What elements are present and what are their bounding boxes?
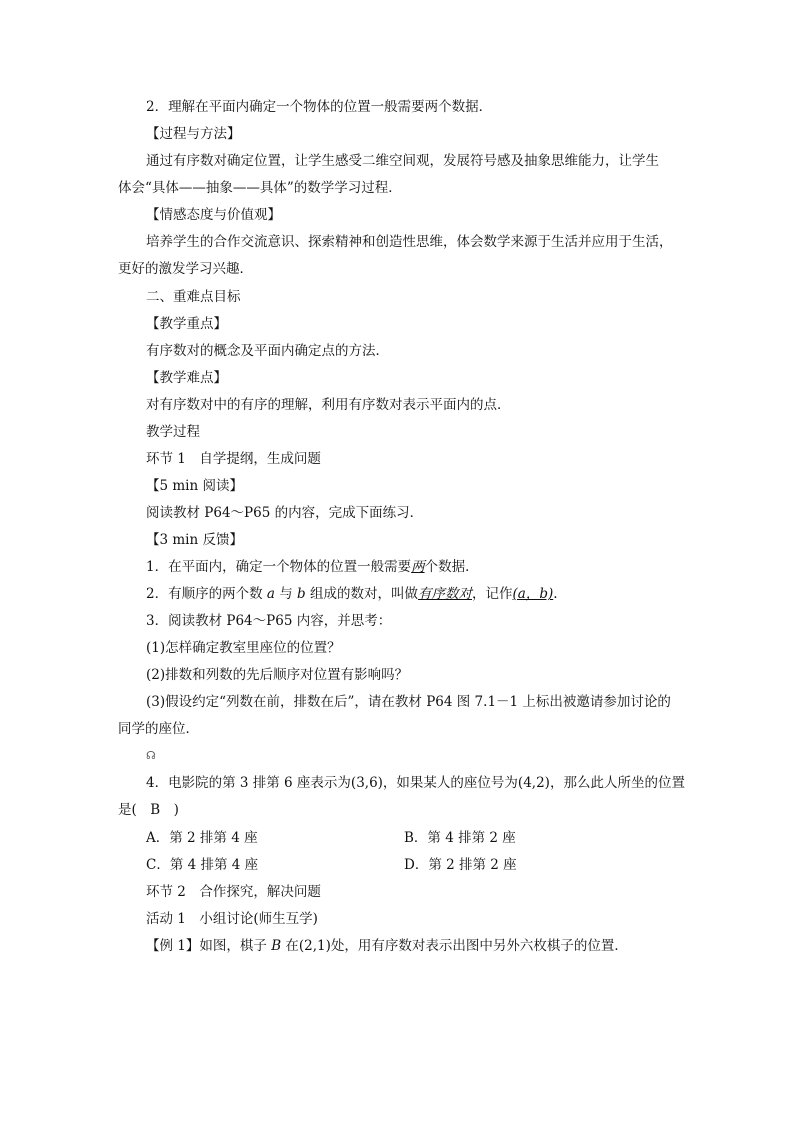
question-4-line-1: 4．电影院的第 3 排第 6 座表示为(3,6)，如果某人的座位号为(4,2)，那么此人所坐的位置 [146, 775, 685, 791]
heading-process-method: 【过程与方法】 [146, 126, 241, 142]
heading-teaching-difficulty: 【教学难点】 [146, 370, 227, 386]
option-a: A．第 2 排第 4 座 [146, 830, 258, 846]
question-3-part-3b: 同学的座位． [118, 721, 199, 737]
option-c: C．第 4 排第 4 座 [146, 857, 259, 873]
option-b: B．第 4 排第 2 座 [404, 830, 516, 846]
question-1 [146, 557, 479, 577]
question-1-before: 1．在平面内，确定一个物体的位置一般需要 [146, 559, 412, 575]
emotion-text-1: 培养学生的合作交流意识、探索精神和创造性思维，体会数学来源于生活并应用于生活， [146, 234, 673, 250]
variable-a: a [266, 586, 275, 602]
teaching-process-title: 教学过程 [146, 424, 200, 440]
answer-mark-icon: ☊ [146, 749, 156, 762]
question-1-answer: 两 [411, 559, 425, 575]
example-1-variable: B [271, 938, 282, 954]
teaching-difficulty-text: 对有序数对中的有序的理解，利用有序数对表示平面内的点． [146, 397, 511, 413]
question-4-line-2: 是( B ) [118, 802, 179, 818]
variable-b: b [297, 586, 306, 602]
question-2-answer: 有序数对 [418, 586, 472, 602]
reading-5min-heading: 【5 min 阅读】 [146, 478, 243, 494]
process-text-2: 体会“具体——抽象——具体”的数学学习过程． [118, 180, 402, 196]
question-2 [146, 584, 558, 604]
section-1-title: 环节 1 自学提纲，生成问题 [146, 451, 321, 467]
question-2-mid3: ，记作 [472, 586, 513, 602]
question-2-after: . [553, 586, 558, 602]
heading-emotion-values: 【情感态度与价值观】 [146, 207, 281, 223]
teaching-focus-text: 有序数对的概念及平面内确定点的方法． [146, 343, 389, 359]
question-3-stem: 3．阅读教材 P64～P65 内容，并思考： [146, 613, 392, 629]
section-key-difficult-goals: 二、重难点目标 [146, 289, 241, 305]
objective-2: 2．理解在平面内确定一个物体的位置一般需要两个数据． [146, 99, 493, 115]
heading-teaching-focus: 【教学重点】 [146, 316, 227, 332]
question-2-mid: 与 [274, 586, 298, 602]
example-1-pre: 如图，棋子 [199, 938, 272, 954]
process-text-1: 通过有序数对确定位置，让学生感受二维空间观，发展符号感及抽象思维能力，让学生 [146, 153, 659, 169]
question-2-notation: (a，b) [512, 586, 554, 602]
emotion-text-2: 更好的激发学习兴趣． [118, 261, 253, 277]
question-2-before: 2．有顺序的两个数 [146, 586, 267, 602]
reading-instruction: 阅读教材 P64～P65 的内容，完成下面练习． [146, 505, 424, 521]
example-1-post: 在(2,1)处，用有序数对表示出图中另外六枚棋子的位置． [281, 938, 628, 954]
example-1 [146, 936, 628, 956]
option-d: D．第 2 排第 2 座 [404, 857, 517, 873]
question-3-part-1: (1)怎样确定教室里座位的位置？ [146, 640, 341, 656]
question-1-after: 个数据． [424, 559, 479, 575]
question-3-part-2: (2)排数和列数的先后顺序对位置有影响吗？ [146, 667, 409, 683]
question-3-part-3a: (3)假设约定“列数在前，排数在后”，请在教材 P64 图 7.1－1 上标出被邀请参加讨论的 [146, 694, 671, 710]
question-2-mid2: 组成的数对，叫做 [305, 586, 418, 602]
feedback-3min-heading: 【3 min 反馈】 [146, 532, 243, 548]
example-1-label: 【例 1】 [146, 938, 200, 954]
section-2-title: 环节 2 合作探究，解决问题 [146, 884, 321, 900]
activity-1-title: 活动 1 小组讨论(师生互学) [146, 911, 318, 927]
